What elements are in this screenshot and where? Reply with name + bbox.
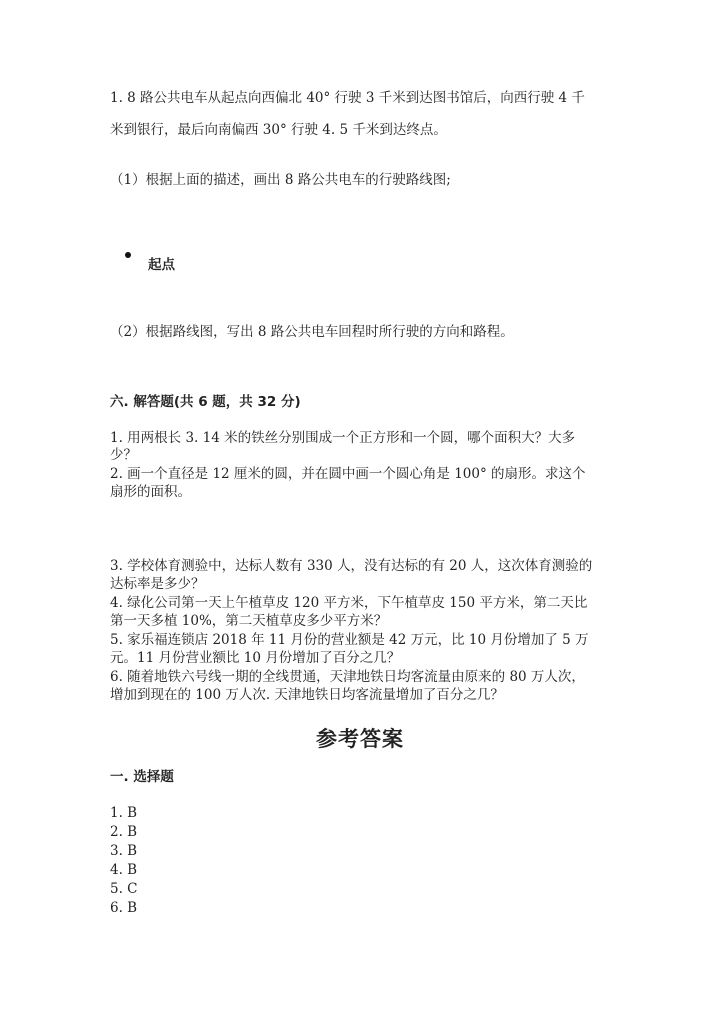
question-2-line-2: 扇形的面积。	[110, 484, 191, 500]
answer-item: 4. B	[110, 862, 138, 878]
answer-item: 6. B	[110, 900, 138, 916]
problem-part-2: （2）根据路线图，写出 8 路公共电车回程时所行驶的方向和路程。	[110, 324, 514, 340]
problem-part-1: （1）根据上面的描述，画出 8 路公共电车的行驶路线图;	[110, 172, 451, 188]
problem-line-2: 米到银行，最后向南偏西 30° 行驶 4. 5 千米到达终点。	[110, 122, 447, 138]
question-4-line-2: 第一天多植 10%，第二天植草皮多少平方米？	[110, 613, 388, 629]
problem-line-1: 1. 8 路公共电车从起点向西偏北 40° 行驶 3 千米到达图书馆后，向西行驶 4 千	[110, 90, 585, 106]
question-5-line-2: 元。11 月份营业额比 10 月份增加了百分之几？	[110, 650, 401, 666]
start-point-label: 起点	[148, 257, 175, 273]
answers-section-1: 一. 选择题	[110, 769, 174, 785]
question-1-line-2: 少？	[110, 447, 137, 463]
start-point-dot	[125, 252, 131, 258]
question-3-line-1: 3. 学校体育测验中，达标人数有 330 人，没有达标的有 20 人，这次体育测验的	[110, 558, 593, 574]
question-5-line-1: 5. 家乐福连锁店 2018 年 11 月份的营业额是 42 万元，比 10 月份增加了 5 万	[110, 632, 589, 648]
answer-item: 5. C	[110, 881, 138, 897]
question-4-line-1: 4. 绿化公司第一天上午植草皮 120 平方米，下午植草皮 150 平方米，第二天比	[110, 595, 588, 611]
question-3-line-2: 达标率是多少？	[110, 576, 205, 592]
question-6-line-2: 增加到现在的 100 万人次. 天津地铁日均客流量增加了百分之几？	[110, 687, 504, 703]
question-2-line-1: 2. 画一个直径是 12 厘米的圆，并在圆中画一个圆心角是 100° 的扇形。求这个	[110, 466, 586, 482]
answer-item: 2. B	[110, 824, 138, 840]
section-6-heading: 六. 解答题(共 6 题，共 32 分)	[110, 394, 301, 410]
answers-title: 参考答案	[316, 727, 404, 751]
answer-item: 3. B	[110, 843, 138, 859]
answer-item: 1. B	[110, 805, 138, 821]
question-1-line-1: 1. 用两根长 3. 14 米的铁丝分别围成一个正方形和一个圆，哪个面积大？大多	[110, 430, 576, 446]
question-6-line-1: 6. 随着地铁六号线一期的全线贯通，天津地铁日均客流量由原来的 80 万人次，	[110, 669, 585, 685]
